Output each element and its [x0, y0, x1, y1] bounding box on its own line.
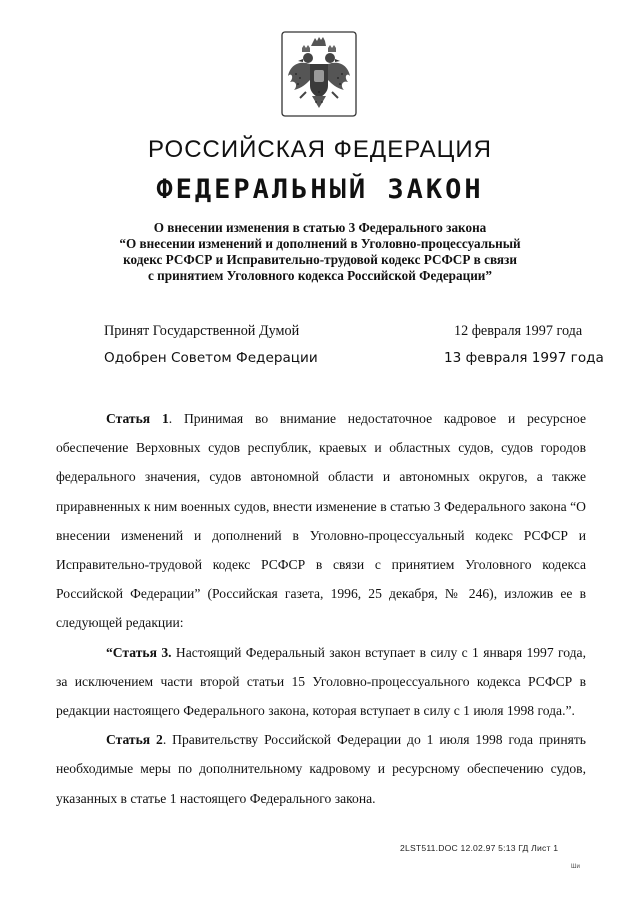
article-2-label: Статья 2: [106, 732, 163, 748]
council-approval-date: 13 февраля 1997 года: [444, 350, 604, 366]
article-3-quote-paragraph: [56, 638, 586, 726]
article-2-paragraph: [56, 725, 586, 813]
council-approval-label: Одобрен Советом Федерации: [104, 350, 318, 366]
law-type-heading: ФЕДЕРАЛЬНЫЙ ЗАКОН: [156, 174, 484, 205]
law-title-line: “О внесении изменений и дополнений в Уголовно-процессуальный: [119, 236, 521, 251]
article-1-text: . Принимая во внимание недостаточное кадровое и ресурсное обеспечение Верховных судов республик, краевых и областных судов, судов городов федерального значения, судов автономной области и автономных округов, а также приравненных к ним военных судов, внести изменение в статью 3 Федерального закона “О внесении изменений и дополнений в Уголовно-процессуальный кодекс РСФСР и Исправительно-трудовой кодекс РСФСР в связи с принятием Уголовного кодекса Российской Федерации” (Российская газета, 1996, 25 декабря, № 246), изложив ее в следующей редакции:: [56, 411, 586, 631]
document-reference: 2LST511.DOC 12.02.97 5:13 ГД Лист 1: [400, 843, 559, 853]
country-heading: РОССИЙСКАЯ ФЕДЕРАЦИЯ: [148, 136, 492, 163]
article-3-quote-label: “Статья 3.: [106, 644, 172, 660]
duma-adoption-date: 12 февраля 1997 года: [454, 323, 583, 339]
law-title-line: О внесении изменения в статью 3 Федерального закона: [153, 220, 487, 235]
duma-adoption-label: Принят Государственной Думой: [104, 323, 300, 339]
coat-of-arms-emblem-icon: [280, 30, 358, 118]
article-3-quote-text: Настоящий Федеральный закон вступает в силу с 1 января 1997 года, за исключением части второй статьи 15 Уголовно-процессуального кодекса РСФСР в редакции настоящего Федерального закона, которая вступает в силу с 1 июля 1998 года.”.: [56, 644, 586, 719]
handwritten-mark: Ши: [571, 864, 580, 870]
article-1-paragraph: [56, 404, 586, 638]
law-title-line: с принятием Уголовного кодекса Российской Федерации”: [148, 268, 492, 283]
law-title-line: кодекс РСФСР и Исправительно-трудовой кодекс РСФСР в связи: [123, 252, 517, 267]
article-2-text: . Правительству Российской Федерации до 1 июля 1998 года принять необходимые меры по дополнительному кадровому и ресурсному обеспечению судов, указанных в статье 1 настоящего Федерального закона.: [56, 732, 586, 806]
law-title: [100, 220, 540, 284]
article-1-label: Статья 1: [106, 411, 169, 426]
law-body: [56, 404, 586, 813]
